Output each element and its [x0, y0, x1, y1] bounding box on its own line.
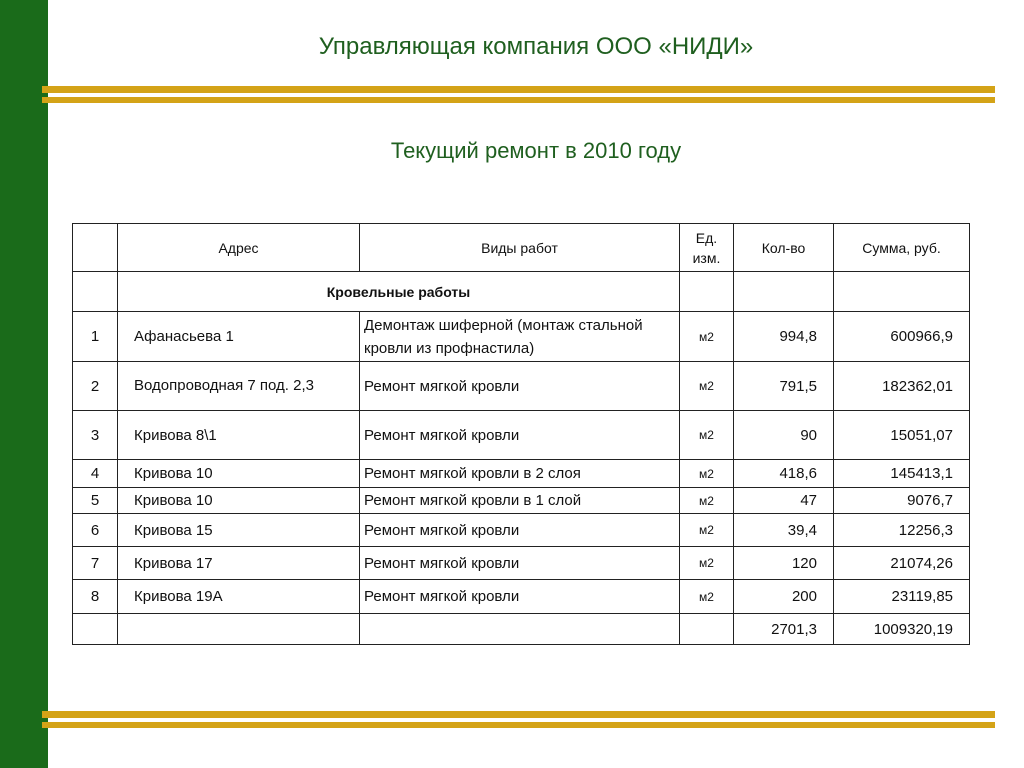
header-address: Адрес: [118, 224, 360, 272]
section-row: [73, 272, 970, 312]
table-row: 7 Кривова 17 Ремонт мягкой кровли м2 120 21074,26: [73, 547, 970, 580]
table-row: 2 Водопроводная 7 под. 2,3 Ремонт мягкой кровли м2 791,5 182362,01: [73, 362, 970, 411]
top-divider: [42, 86, 995, 106]
table-row: 8 Кривова 19А Ремонт мягкой кровли м2 200 23119,85: [73, 580, 970, 614]
header-num: [73, 224, 118, 272]
total-sum: 1009320,19: [834, 614, 970, 645]
table-row: 5 Кривова 10 Ремонт мягкой кровли в 1 слой м2 47 9076,7: [73, 488, 970, 514]
bottom-divider: [42, 711, 995, 731]
table-row: 1 Афанасьева 1 Демонтаж шиферной (монтаж стальной кровли из профнастила) м2 994,8 600966,9: [73, 312, 970, 362]
page-subtitle: Текущий ремонт в 2010 году: [390, 138, 682, 163]
section-title: Кровельные работы: [118, 272, 680, 312]
total-row: [73, 614, 970, 645]
table-header-row: [73, 224, 970, 272]
total-qty: 2701,3: [734, 614, 834, 645]
repair-table: [72, 223, 970, 645]
table-row: 3 Кривова 8\1 Ремонт мягкой кровли м2 90 15051,07: [73, 411, 970, 460]
header-work: Виды работ: [360, 224, 680, 272]
page-title: Управляющая компания ООО «НИДИ»: [318, 33, 754, 60]
table-row: 4 Кривова 10 Ремонт мягкой кровли в 2 слоя м2 418,6 145413,1: [73, 460, 970, 488]
header-sum: Сумма, руб.: [834, 224, 970, 272]
table-row: 6 Кривова 15 Ремонт мягкой кровли м2 39,4 12256,3: [73, 514, 970, 547]
header-unit: Ед. изм.: [680, 224, 734, 272]
header-qty: Кол-во: [734, 224, 834, 272]
side-bar: [0, 0, 48, 768]
